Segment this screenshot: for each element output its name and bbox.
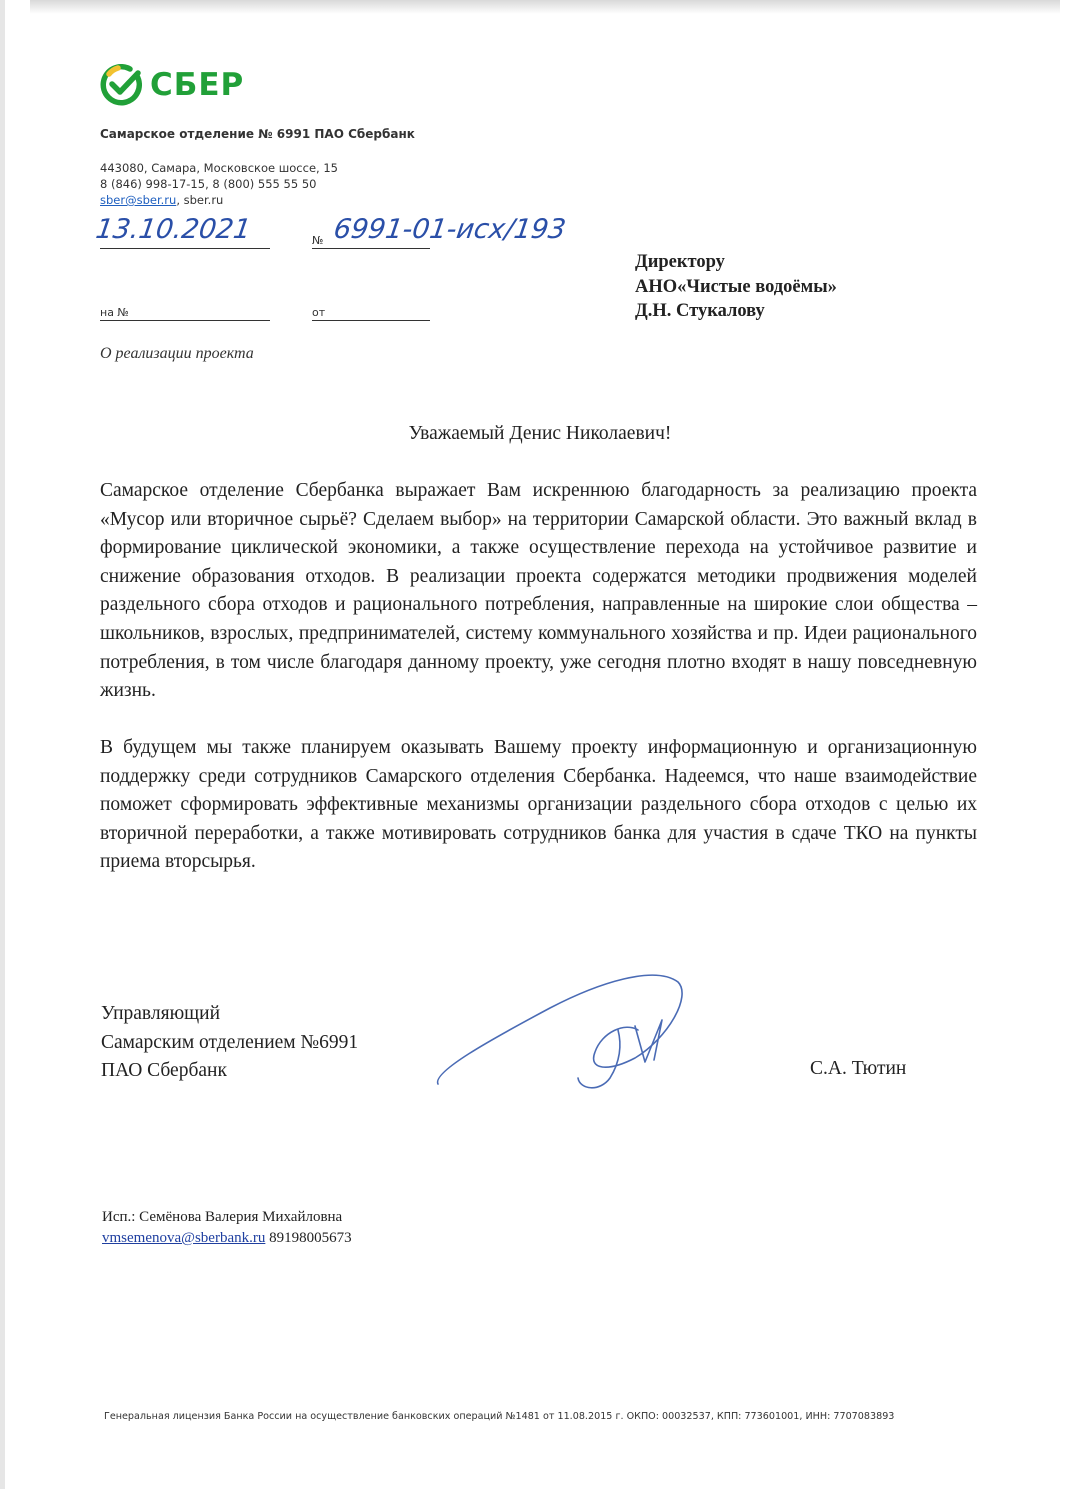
number-label: № — [312, 234, 324, 247]
branch-name: Самарское отделение № 6991 ПАО Сбербанк — [100, 127, 415, 141]
executor-phone: 89198005673 — [265, 1230, 352, 1246]
contact-separator: , — [176, 193, 184, 207]
sber-check-icon — [100, 64, 142, 106]
position-line-2: Самарским отделением №6991 — [101, 1031, 359, 1053]
signatory-position — [101, 1000, 358, 1086]
license-footer: Генеральная лицензия Банка России на осуществление банковских операций №1481 от 11.08.2015 г. ОКПО: 00032537, КПП: 773601001, ИНН: 7707083893 — [104, 1411, 895, 1422]
executor-block — [102, 1207, 352, 1249]
outgoing-date: 13.10.2021 — [93, 214, 253, 245]
position-line-3: ПАО Сбербанк — [101, 1060, 227, 1082]
reply-date-line — [312, 320, 430, 321]
executor-name: Исп.: Семёнова Валерия Михайловна — [102, 1209, 343, 1225]
outgoing-number: 6991-01-исх/193 — [331, 214, 568, 245]
body-paragraph-1: Самарское отделение Сбербанка выражает Вам искреннюю благодарность за реализацию проекта «Мусор или вторичное сырьё? Сделаем выбор» на территории Самарской области. Это важный вклад в формирование циклической экономики, а также осуществление перехода на устойчивое развитие и снижение образования отходов. В реализации проекта содержатся методики продвижения моделей раздельного сбора отходов и рационального потребления, направленные на широкие слои общества – школьников, взрослых, предпринимателей, систему коммунального хозяйства и пр. Идеи рационального потребления, в том числе благодаря данному проекту, уже сегодня плотно входят в нашу повседневную жизнь. — [100, 480, 977, 702]
number-underline — [312, 248, 430, 249]
branch-contacts — [100, 160, 338, 208]
branch-email-link[interactable]: sber@sber.ru — [100, 193, 177, 207]
addressee-title: Директору — [635, 252, 725, 272]
executor-email-link[interactable]: vmsemenova@sberbank.ru — [102, 1230, 266, 1246]
branch-website: sber.ru — [183, 193, 224, 207]
logo-text: СБЕР — [150, 67, 245, 103]
branch-phones: 8 (846) 998-17-15, 8 (800) 555 55 50 — [100, 177, 317, 191]
scan-top-shadow — [30, 0, 1060, 14]
letter-subject: О реализации проекта — [100, 345, 254, 362]
position-line-1: Управляющий — [101, 1003, 221, 1024]
reply-date-label: от — [312, 306, 326, 319]
reply-number-line — [100, 320, 270, 321]
addressee-org: АНО«Чистые водоёмы» — [635, 276, 837, 297]
handwritten-signature — [430, 960, 700, 1100]
addressee-name: Д.Н. Стукалову — [635, 301, 765, 321]
scan-left-edge — [0, 0, 5, 1489]
executor-contacts — [102, 1228, 352, 1249]
date-underline — [100, 248, 270, 249]
signatory-name: С.А. Тютин — [810, 1058, 907, 1079]
body-paragraph-2: В будущем мы также планируем оказывать Вашему проекту информационную и организационную поддержку среди сотрудников Самарского отделения Сбербанка. Надеемся, что наше взаимодействие поможет сформировать эффективные механизмы организации раздельного сбора отходов с целью их вторичной переработки, а также мотивировать сотрудников банка для участия в сдаче ТКО на пункты приема вторсырья. — [100, 737, 977, 873]
branch-address: 443080, Самара, Московское шоссе, 15 — [100, 161, 338, 175]
reply-number-label: на № — [100, 306, 129, 319]
greeting: Уважаемый Денис Николаевич! — [408, 423, 672, 444]
branch-web — [100, 192, 338, 208]
sber-logo — [100, 64, 244, 106]
addressee-block — [635, 250, 837, 324]
